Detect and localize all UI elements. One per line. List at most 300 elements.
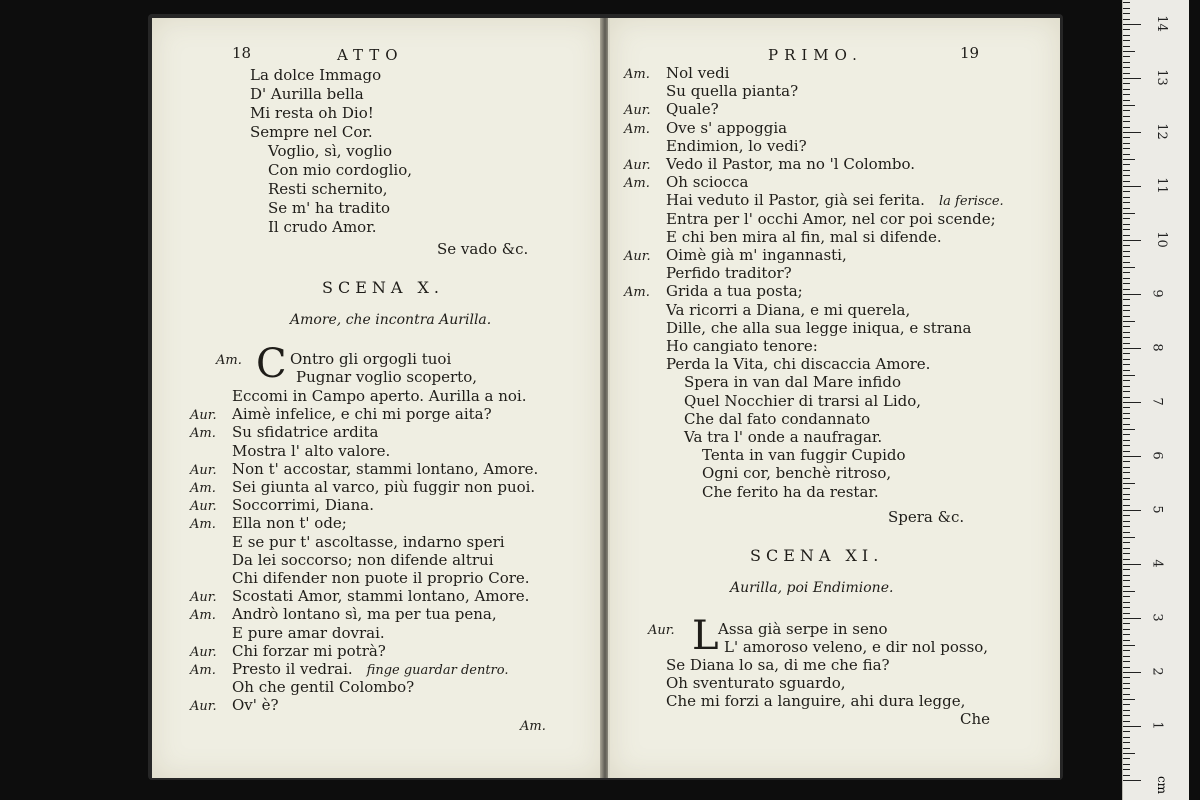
line-text: Non t' accostar, stammi lontano, Amore. — [232, 459, 539, 478]
ruler-tick — [1123, 251, 1130, 252]
text-line — [624, 191, 1004, 211]
speaker-tag: Aur. — [624, 158, 651, 173]
left-page — [152, 18, 604, 778]
text-line — [226, 142, 392, 160]
ruler-tick — [1123, 256, 1130, 257]
line-text: Mi resta oh Dio! — [250, 104, 374, 122]
ruler-tick — [1123, 537, 1135, 538]
speaker-tag: Am. — [624, 67, 650, 82]
ruler-tick — [1123, 688, 1130, 689]
ruler-tick — [1123, 645, 1135, 646]
text-line — [624, 155, 915, 175]
text-line — [624, 319, 971, 337]
text-line — [190, 496, 374, 516]
text-line — [660, 446, 906, 464]
ruler-tick — [1123, 51, 1135, 52]
catchword: Che — [960, 710, 991, 728]
line-text: Tenta in van fuggir Cupido — [702, 446, 906, 465]
ruler-tick — [1123, 559, 1130, 560]
ruler-tick — [1123, 613, 1130, 614]
speaker-tag: Am. — [624, 285, 650, 301]
ruler-tick — [1123, 445, 1130, 446]
page-number: 19 — [960, 44, 980, 62]
line-text: Perda la Vita, chi discaccia Amore. — [666, 355, 931, 374]
scene-subtitle: Amore, che incontra Aurilla. — [290, 312, 492, 328]
line-text: Con mio cordoglio, — [268, 161, 412, 179]
text-line — [624, 337, 818, 355]
ruler-tick — [1123, 154, 1130, 155]
line-text: Eccomi in Campo aperto. Aurilla a noi. — [232, 387, 527, 405]
ruler-tick — [1123, 380, 1130, 381]
ruler-tick — [1123, 8, 1130, 9]
text-line — [642, 428, 882, 446]
scene-title: SCENA X. — [322, 278, 444, 297]
line-text: Che ferito ha da restar. — [702, 482, 879, 501]
line-text: E pure amar dovrai. — [232, 623, 385, 642]
ruler-tick — [1123, 623, 1130, 624]
ruler-tick — [1123, 580, 1130, 581]
ruler-number: 3 — [1149, 613, 1165, 622]
ruler-tick — [1123, 94, 1130, 95]
ruler-tick — [1123, 532, 1130, 533]
line-text: Voglio, sì, voglio — [268, 142, 393, 160]
ruler-tick — [1123, 197, 1130, 198]
ruler-tick — [1123, 661, 1130, 662]
ruler-tick — [1123, 596, 1130, 597]
ruler-tick — [1123, 456, 1141, 457]
ruler-tick — [1123, 553, 1130, 554]
text-line — [190, 460, 538, 480]
line-text: Quale? — [666, 100, 719, 119]
text-line — [624, 246, 847, 266]
ruler-tick — [1123, 353, 1130, 354]
text-line — [190, 551, 494, 569]
text-line — [190, 696, 279, 716]
line-text: Presto il vedrai. — [232, 660, 353, 678]
ruler-tick — [1123, 89, 1130, 90]
ruler-number: 2 — [1149, 667, 1165, 676]
ruler-tick — [1123, 359, 1130, 360]
ruler-tick — [1123, 499, 1130, 500]
line-text: Vedo il Pastor, ma no 'l Colombo. — [666, 155, 916, 173]
ruler-tick — [1123, 13, 1130, 14]
ruler-tick — [1123, 326, 1130, 327]
line-text: Entra per l' occhi Amor, nel cor poi scende; — [666, 209, 996, 228]
scene-subtitle: Aurilla, poi Endimione. — [730, 580, 894, 596]
speaker-tag: Am. — [190, 608, 216, 624]
line-text: Dille, che alla sua legge iniqua, e strana — [666, 318, 972, 337]
ruler-tick — [1123, 391, 1130, 392]
text-line — [624, 692, 965, 710]
text-line — [624, 656, 890, 674]
ruler-tick — [1123, 105, 1135, 106]
ruler-tick — [1123, 640, 1130, 641]
ruler-tick — [1123, 299, 1130, 300]
ruler-tick — [1123, 294, 1141, 295]
ruler-tick — [1123, 467, 1130, 468]
line-text: Scostati Amor, stammi lontano, Amore. — [232, 587, 530, 606]
line-text: Il crudo Amor. — [268, 218, 377, 236]
line-text: Oh che gentil Colombo? — [232, 678, 415, 697]
line-text: Da lei soccorso; non difende altrui — [232, 550, 494, 569]
line-text: La dolce Immago — [250, 66, 382, 84]
ruler-tick — [1123, 775, 1130, 776]
ruler-tick — [1123, 521, 1130, 522]
ruler-tick — [1123, 629, 1130, 630]
ruler-tick — [1123, 672, 1141, 673]
ruler-tick — [1123, 618, 1141, 619]
measuring-ruler — [1122, 0, 1189, 800]
line-text: Oimè già m' ingannasti, — [666, 246, 847, 264]
ruler-tick — [1123, 170, 1130, 171]
text-line — [624, 228, 942, 246]
ruler-tick — [1123, 758, 1130, 759]
right-page — [608, 18, 1060, 778]
text-line — [190, 514, 347, 534]
ruler-number: 8 — [1149, 343, 1165, 352]
text-line — [624, 674, 846, 692]
line-text: Sempre nel Cor. — [250, 123, 373, 141]
line-text: Su sfidatrice ardita — [232, 423, 379, 442]
text-line — [190, 442, 390, 460]
ruler-tick — [1123, 186, 1141, 187]
dropcap-speaker: Aur. — [648, 623, 675, 638]
ruler-tick — [1123, 429, 1135, 430]
line-text: Perfido traditor? — [666, 264, 792, 283]
ruler-tick — [1123, 364, 1130, 365]
aria-cue: Se vado &c. — [437, 240, 529, 258]
text-line — [642, 392, 921, 410]
line-text: Aimè infelice, e chi mi porge aita? — [232, 405, 492, 424]
text-line — [190, 423, 378, 443]
speaker-tag: Aur. — [190, 644, 217, 660]
text-line — [624, 264, 792, 282]
ruler-tick — [1123, 348, 1141, 349]
ruler-tick — [1123, 515, 1130, 516]
ruler-number: 4 — [1149, 559, 1165, 568]
ruler-tick — [1123, 575, 1130, 576]
line-text: D' Aurilla bella — [250, 85, 364, 103]
ruler-tick — [1123, 386, 1130, 387]
ruler-tick — [1123, 413, 1130, 414]
ruler-tick — [1123, 202, 1130, 203]
text-line — [642, 373, 901, 391]
speaker-tag: Aur. — [190, 590, 217, 606]
ruler-tick — [1123, 505, 1130, 506]
line-text: Che dal fato condannato — [684, 409, 871, 428]
line-text: Quel Nocchier di trarsi al Lido, — [684, 391, 922, 410]
ruler-tick — [1123, 240, 1141, 241]
text-line — [624, 100, 719, 120]
line-text: Se Diana lo sa, di me che fia? — [666, 656, 890, 674]
drop-capital: L — [692, 613, 719, 659]
ruler-number: 1 — [1149, 721, 1165, 730]
ruler-tick — [1123, 40, 1130, 41]
line-text: Ogni cor, benchè ritroso, — [702, 464, 892, 483]
speaker-tag: Am. — [190, 426, 216, 442]
ruler-tick — [1123, 305, 1130, 306]
ruler-tick — [1123, 742, 1130, 743]
scene-title: SCENA XI. — [750, 546, 884, 565]
ruler-tick — [1123, 569, 1130, 570]
speaker-tag: Am. — [624, 121, 650, 137]
text-line — [624, 282, 803, 302]
ruler-tick — [1123, 62, 1130, 63]
speaker-tag: Aur. — [190, 699, 217, 715]
line-text: Chi difender non puote il proprio Core. — [232, 569, 530, 587]
ruler-unit: cm — [1155, 775, 1170, 795]
line-text: Va tra l' onde a naufragar. — [684, 428, 883, 446]
dropcap-line-2: L' amoroso veleno, e dir nol posso, — [724, 638, 989, 656]
text-line — [190, 660, 509, 680]
ruler-tick — [1123, 67, 1130, 68]
ruler-number: 5 — [1149, 505, 1165, 514]
ruler-tick — [1123, 461, 1130, 462]
text-line — [226, 199, 390, 217]
ruler-tick — [1123, 121, 1130, 122]
speaker-tag: Am. — [190, 663, 216, 678]
line-text: Chi forzar mi potrà? — [232, 641, 386, 660]
text-line — [624, 64, 729, 84]
ruler-number: 12 — [1153, 123, 1169, 140]
dropcap-line-1: Ontro gli orgogli tuoi — [290, 350, 452, 368]
ruler-tick — [1123, 2, 1130, 3]
ruler-tick — [1123, 289, 1130, 290]
text-line — [624, 355, 930, 373]
speaker-tag: Aur. — [190, 408, 217, 424]
ruler-tick — [1123, 83, 1130, 84]
text-line — [208, 104, 374, 122]
ruler-tick — [1123, 397, 1130, 398]
speaker-tag: Aur. — [190, 462, 217, 478]
ruler-tick — [1123, 143, 1130, 144]
line-text: Soccorrimi, Diana. — [232, 496, 374, 515]
ruler-tick — [1123, 731, 1130, 732]
ruler-tick — [1123, 191, 1130, 192]
ruler-tick — [1123, 769, 1130, 770]
text-line — [190, 605, 497, 625]
ruler-tick — [1123, 73, 1130, 74]
line-text: Spera in van dal Mare infido — [684, 373, 902, 392]
line-text: E chi ben mira al fin, mal si difende. — [666, 227, 942, 246]
ruler-tick — [1123, 748, 1130, 749]
ruler-tick — [1123, 116, 1130, 117]
dropcap-line-2: Pugnar voglio scoperto, — [296, 368, 478, 386]
text-line — [226, 161, 412, 179]
ruler-tick — [1123, 148, 1130, 149]
ruler-tick — [1123, 780, 1141, 781]
ruler-tick — [1123, 337, 1130, 338]
stage-direction: finge guardar dentro. — [366, 663, 509, 678]
ruler-tick — [1123, 478, 1130, 479]
ruler-tick — [1123, 591, 1135, 592]
text-line — [208, 66, 381, 84]
ruler-tick — [1123, 110, 1130, 111]
ruler-tick — [1123, 278, 1130, 279]
text-line — [190, 478, 535, 498]
line-text: Resti schernito, — [268, 180, 388, 198]
ruler-tick — [1123, 704, 1130, 705]
line-text: Ho cangiato tenore: — [666, 337, 818, 355]
ruler-tick — [1123, 472, 1130, 473]
ruler-tick — [1123, 494, 1130, 495]
line-text: Oh sventurato sguardo, — [666, 674, 846, 693]
ruler-tick — [1123, 407, 1130, 408]
ruler-tick — [1123, 370, 1130, 371]
ruler-tick — [1123, 694, 1130, 695]
ruler-number: 6 — [1149, 451, 1165, 460]
ruler-tick — [1123, 726, 1141, 727]
text-line — [660, 464, 891, 482]
text-line — [190, 387, 527, 405]
line-text: Ella non t' ode; — [232, 514, 347, 533]
ruler-tick — [1123, 46, 1130, 47]
ruler-tick — [1123, 343, 1130, 344]
ruler-tick — [1123, 137, 1130, 138]
speaker-tag: Aur. — [624, 249, 651, 264]
ruler-tick — [1123, 510, 1141, 511]
text-line — [190, 624, 385, 642]
ruler-tick — [1123, 451, 1130, 452]
speaker-tag: Am. — [190, 481, 216, 496]
ruler-tick — [1123, 483, 1135, 484]
ruler-tick — [1123, 235, 1130, 236]
ruler-tick — [1123, 607, 1130, 608]
text-line — [190, 678, 414, 696]
text-line — [208, 85, 364, 103]
ruler-tick — [1123, 310, 1130, 311]
ruler-tick — [1123, 488, 1130, 489]
line-text: Sei giunta al varco, più fuggir non puoi. — [232, 478, 536, 496]
ruler-tick — [1123, 737, 1130, 738]
ruler-tick — [1123, 710, 1130, 711]
catchword: Am. — [520, 719, 546, 734]
ruler-tick — [1123, 245, 1130, 246]
text-line — [660, 483, 879, 501]
ruler-tick — [1123, 650, 1130, 651]
line-text: Va ricorri a Diana, e mi querela, — [666, 300, 911, 319]
ruler-tick — [1123, 753, 1135, 754]
text-line — [624, 301, 910, 319]
text-line — [624, 137, 807, 155]
ruler-tick — [1123, 208, 1130, 209]
line-text: Oh sciocca — [666, 173, 749, 192]
ruler-tick — [1123, 19, 1130, 20]
line-text: Andrò lontano sì, ma per tua pena, — [232, 605, 497, 624]
line-text: E se pur t' ascoltasse, indarno speri — [232, 532, 505, 551]
ruler-tick — [1123, 29, 1130, 30]
ruler-tick — [1123, 564, 1141, 565]
text-line — [624, 119, 787, 139]
ruler-tick — [1123, 586, 1130, 587]
line-text: Nol vedi — [666, 64, 730, 82]
text-line — [190, 569, 530, 587]
ruler-tick — [1123, 375, 1135, 376]
ruler-tick — [1123, 440, 1130, 441]
ruler-tick — [1123, 24, 1141, 25]
ruler-number: 9 — [1149, 289, 1165, 298]
running-head: PRIMO. — [768, 46, 863, 64]
ruler-tick — [1123, 548, 1130, 549]
ruler-tick — [1123, 78, 1141, 79]
ruler-tick — [1123, 402, 1141, 403]
page-number: 18 — [232, 44, 252, 62]
ruler-tick — [1123, 715, 1130, 716]
text-line — [624, 82, 798, 100]
ruler-tick — [1123, 677, 1130, 678]
text-line — [226, 180, 388, 198]
ruler-tick — [1123, 132, 1141, 133]
ruler-tick — [1123, 213, 1135, 214]
text-line — [642, 410, 870, 428]
ruler-tick — [1123, 634, 1130, 635]
drop-capital: C — [256, 341, 287, 387]
text-line — [208, 123, 373, 141]
ruler-tick — [1123, 602, 1130, 603]
ruler-tick — [1123, 181, 1130, 182]
text-line — [624, 173, 748, 193]
ruler-tick — [1123, 656, 1130, 657]
ruler-tick — [1123, 267, 1135, 268]
ruler-tick — [1123, 424, 1130, 425]
dropcap-line-1: Assa già serpe in seno — [718, 620, 888, 638]
ruler-tick — [1123, 272, 1130, 273]
ruler-tick — [1123, 434, 1130, 435]
ruler-tick — [1123, 229, 1130, 230]
line-text: Endimion, lo vedi? — [666, 136, 807, 155]
text-line — [190, 587, 529, 607]
ruler-number: 13 — [1153, 69, 1169, 86]
speaker-tag: Am. — [190, 517, 216, 533]
ruler-tick — [1123, 721, 1130, 722]
text-line — [226, 218, 377, 236]
ruler-tick — [1123, 56, 1130, 57]
ruler-tick — [1123, 418, 1130, 419]
line-text: Che mi forzi a languire, ahi dura legge, — [666, 692, 966, 711]
line-text: Mostra l' alto valore. — [232, 441, 391, 460]
ruler-tick — [1123, 321, 1135, 322]
line-text: Ove s' appoggia — [666, 118, 788, 137]
dropcap-speaker: Am. — [216, 353, 242, 368]
ruler-number: 10 — [1153, 231, 1169, 248]
running-head: ATTO — [337, 46, 404, 64]
ruler-tick — [1123, 332, 1130, 333]
speaker-tag: Am. — [624, 176, 650, 192]
ruler-tick — [1123, 667, 1130, 668]
ruler-tick — [1123, 100, 1130, 101]
ruler-number: 14 — [1153, 15, 1169, 32]
ruler-tick — [1123, 218, 1130, 219]
ruler-tick — [1123, 127, 1130, 128]
text-line — [190, 642, 386, 662]
ruler-tick — [1123, 316, 1130, 317]
ruler-tick — [1123, 175, 1130, 176]
ruler-number: 11 — [1153, 177, 1169, 194]
ruler-tick — [1123, 224, 1130, 225]
stage-direction: la ferisce. — [938, 194, 1004, 210]
speaker-tag: Aur. — [190, 499, 217, 515]
ruler-tick — [1123, 542, 1130, 543]
text-line — [624, 210, 996, 228]
ruler-number: 7 — [1149, 397, 1165, 406]
ruler-tick — [1123, 159, 1135, 160]
aria-cue: Spera &c. — [888, 508, 965, 526]
line-text: Grida a tua posta; — [666, 282, 803, 301]
line-text: Su quella pianta? — [666, 82, 799, 101]
ruler-tick — [1123, 764, 1130, 765]
ruler-tick — [1123, 526, 1130, 527]
ruler-tick — [1123, 35, 1130, 36]
